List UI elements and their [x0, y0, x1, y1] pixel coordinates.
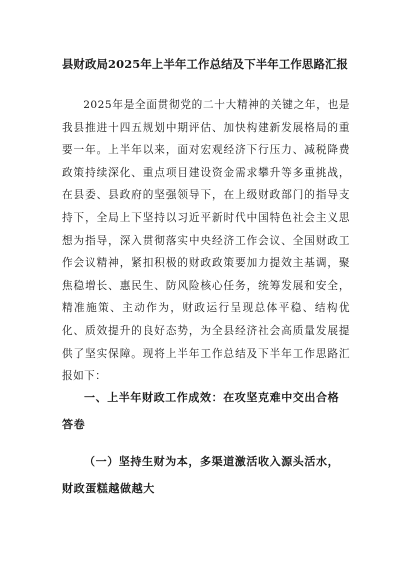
- subsection-heading: （一）坚持生财为本，多渠道激活收入源头活水，财政蛋糕越做越大: [62, 455, 340, 495]
- document-title: 县财政局2025年上半年工作总结及下半年工作思路汇报: [61, 57, 349, 71]
- section-heading: 一、上半年财政工作成效：在攻坚克难中交出合格答卷: [62, 391, 340, 431]
- intro-paragraph: 2025年是全面贯彻党的二十大精神的关键之年，也是我县推进十四五规划中期评估、加快构建新发展格局的重要一年。上半年以来，面对宏观经济下行压力、减税降费政策持续深化、重点项目建设资金需求攀升等多重挑战，在县委、县政府的坚强领导下，在上级财政部门的指导支持下，全局上下坚持以习近平新时代中国特色社会主义思想为指导，深入贯彻落实中央经济工作会议、全国财政工作会议精神，紧扣积极的财政政策要加力提效主基调，聚焦稳增长、惠民生、防风险核心任务，统筹发展和安全，精准施策、主动作为，财政运行呈现总体平稳、结构优化、质效提升的良好态势，为全县经济社会高质量发展提供了坚实保障。现将上半年工作总结及下半年工作思路汇报如下：: [62, 99, 350, 383]
